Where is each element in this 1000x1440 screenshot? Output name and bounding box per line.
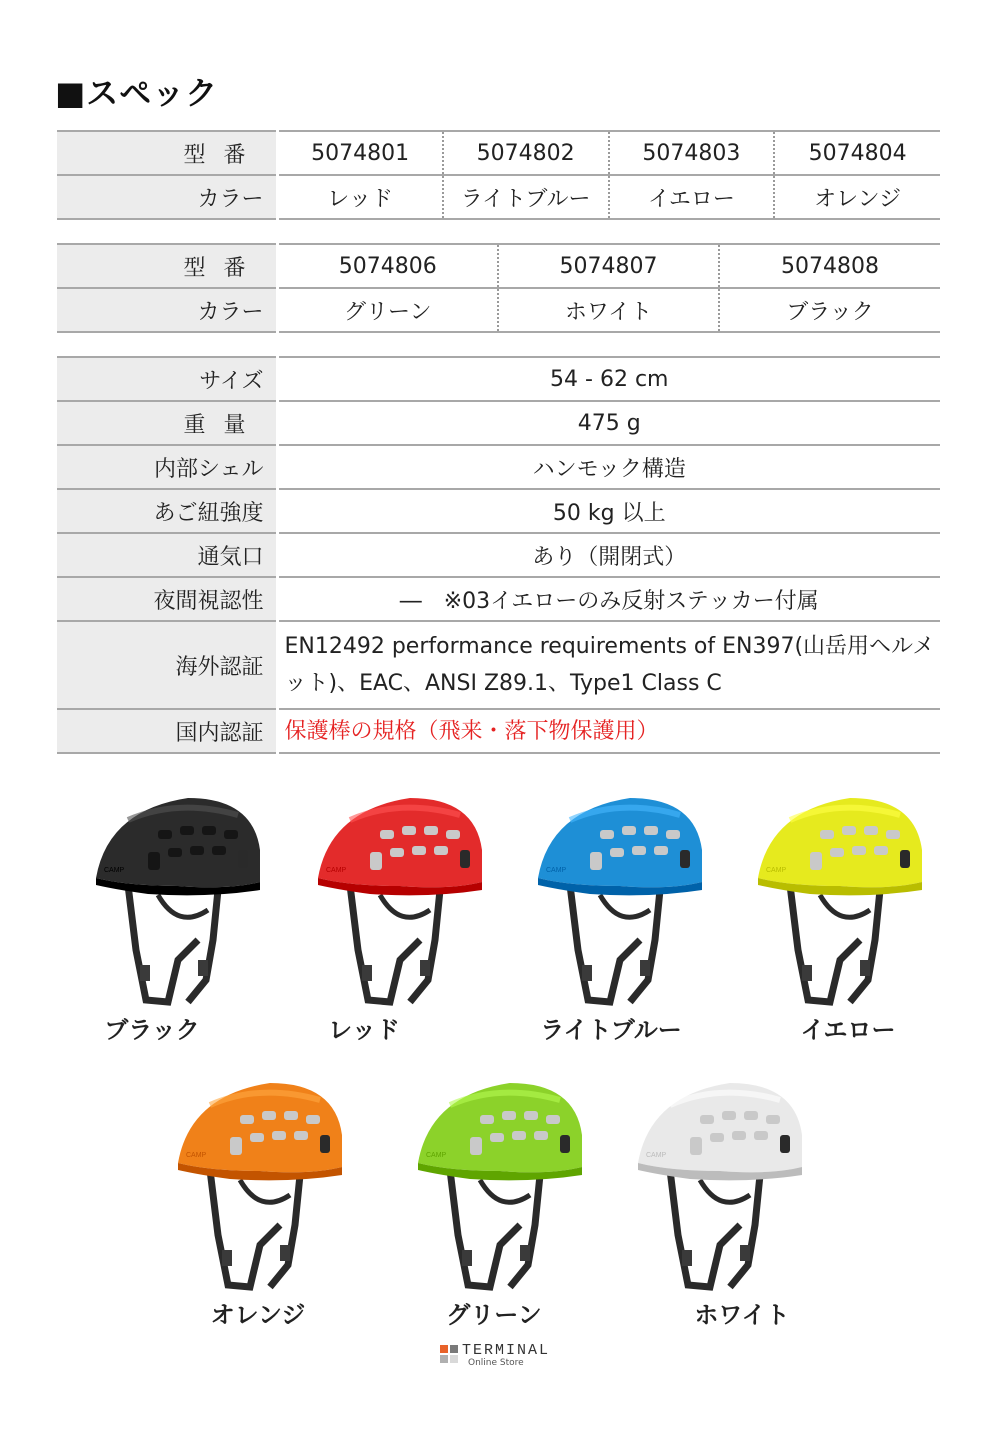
spec-value: 保護棒の規格（飛来・落下物保護用）	[277, 709, 940, 753]
model-cell: 5074806	[277, 244, 498, 288]
model-table-2	[57, 243, 940, 333]
color-cell: グリーン	[277, 288, 498, 332]
spec-table	[57, 356, 940, 754]
model-cell: 5074802	[443, 131, 609, 175]
model-cell: 5074807	[498, 244, 719, 288]
model-cell: 5074803	[609, 131, 775, 175]
spec-row	[57, 445, 940, 489]
svg-text:CAMP: CAMP	[546, 867, 567, 874]
spec-label: あご紐強度	[57, 489, 277, 533]
helmet-image	[170, 1075, 350, 1295]
model-row	[57, 131, 940, 175]
spec-value: あり（開閉式）	[277, 533, 940, 577]
model-row	[57, 244, 940, 288]
spec-value: ― ※03イエローのみ反射ステッカー付属	[277, 577, 940, 621]
color-cell: レッド	[277, 175, 443, 219]
logo-subtitle: Online Store	[468, 1358, 524, 1368]
color-cell: イエロー	[609, 175, 775, 219]
spec-row	[57, 621, 940, 709]
helmet-caption: ホワイト	[694, 1301, 790, 1329]
helmet-image	[750, 790, 930, 1010]
svg-text:CAMP: CAMP	[426, 1152, 447, 1159]
page-heading: ■スペック	[55, 74, 219, 112]
spec-label: サイズ	[57, 357, 277, 401]
model-cell: 5074801	[277, 131, 443, 175]
color-row	[57, 288, 940, 332]
spec-row	[57, 709, 940, 753]
model-table-1	[57, 130, 940, 220]
spec-label: 重量	[57, 401, 277, 445]
spec-value: 475 g	[277, 401, 940, 445]
spec-row	[57, 489, 940, 533]
spec-value: EN12492 performance requirements of EN397(山岳用ヘルメット)、EAC、ANSI Z89.1、Type1 Class C	[277, 621, 940, 709]
model-cell: 5074804	[774, 131, 940, 175]
color-cell: ブラック	[719, 288, 940, 332]
model-label: 型番	[57, 244, 277, 288]
spec-row	[57, 577, 940, 621]
svg-text:CAMP: CAMP	[766, 867, 787, 874]
model-label: 型番	[57, 131, 277, 175]
svg-text:CAMP: CAMP	[646, 1152, 667, 1159]
color-label: カラー	[57, 175, 277, 219]
spec-row	[57, 533, 940, 577]
color-cell: オレンジ	[774, 175, 940, 219]
spec-label: 国内認証	[57, 709, 277, 753]
color-cell: ホワイト	[498, 288, 719, 332]
svg-text:CAMP: CAMP	[186, 1152, 207, 1159]
helmet-caption: ライトブルー	[540, 1016, 682, 1044]
helmet-image	[530, 790, 710, 1010]
helmet-caption: レッド	[328, 1016, 400, 1044]
spec-label: 海外認証	[57, 621, 277, 709]
color-row	[57, 175, 940, 219]
helmet-image	[310, 790, 490, 1010]
spec-value: 50 kg 以上	[277, 489, 940, 533]
spec-value: ハンモック構造	[277, 445, 940, 489]
helmet-caption: ブラック	[104, 1016, 200, 1044]
spec-row	[57, 401, 940, 445]
spec-label: 夜間視認性	[57, 577, 277, 621]
logo-mark-icon	[440, 1345, 458, 1363]
spec-row	[57, 357, 940, 401]
helmet-image	[630, 1075, 810, 1295]
spec-label: 内部シェル	[57, 445, 277, 489]
logo-name: TERMINAL	[462, 1342, 551, 1359]
color-label: カラー	[57, 288, 277, 332]
color-cell: ライトブルー	[443, 175, 609, 219]
spec-value: 54 - 62 cm	[277, 357, 940, 401]
spec-label: 通気口	[57, 533, 277, 577]
svg-text:CAMP: CAMP	[104, 867, 125, 874]
model-cell: 5074808	[719, 244, 940, 288]
helmet-caption: イエロー	[800, 1016, 896, 1044]
svg-text:CAMP: CAMP	[326, 867, 347, 874]
helmet-image	[88, 790, 268, 1010]
helmet-caption: グリーン	[446, 1301, 542, 1329]
helmet-image	[410, 1075, 590, 1295]
helmet-caption: オレンジ	[210, 1301, 306, 1329]
